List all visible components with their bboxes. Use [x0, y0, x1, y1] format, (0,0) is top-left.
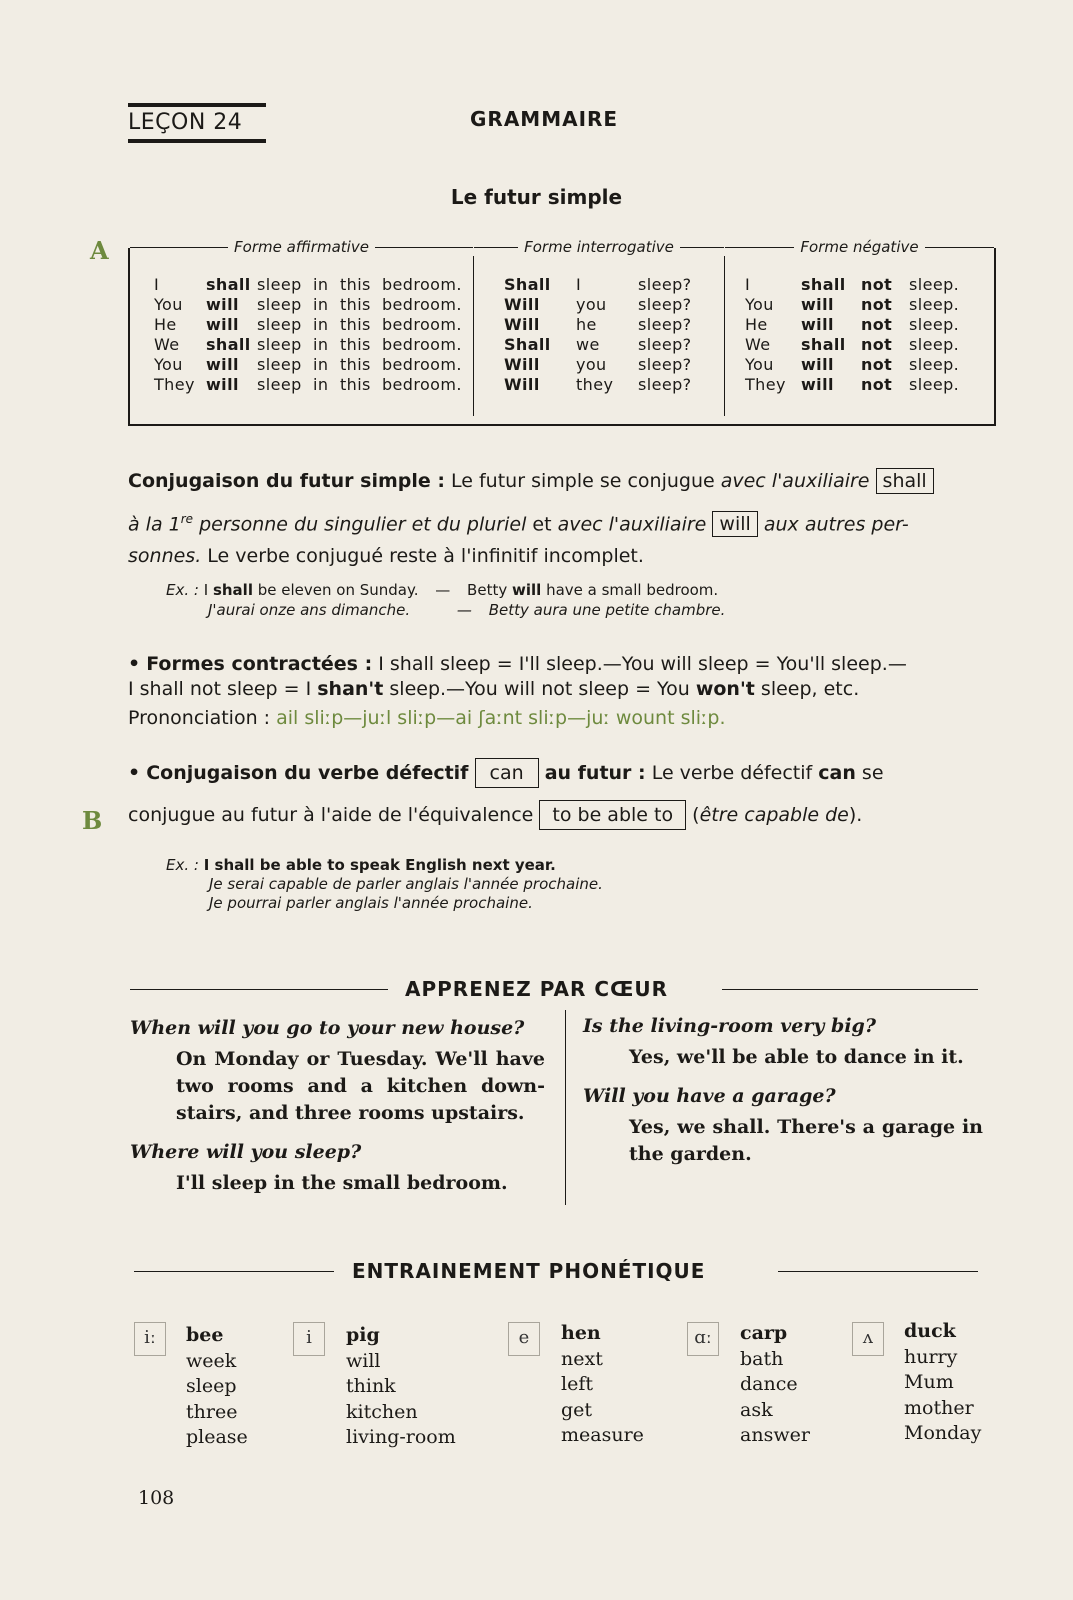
table-cell: They	[745, 375, 786, 394]
phonetic-word-list	[346, 1323, 456, 1451]
table-cell: in	[313, 355, 329, 374]
table-cell: will	[206, 315, 239, 334]
dialogue-answer: Yes, we'll be able to dance in it.	[629, 1046, 964, 1068]
apprenez-header	[130, 977, 978, 1003]
phonetic-word-list	[904, 1319, 981, 1447]
table-cell: we	[576, 335, 600, 354]
text: Betty aura une petite chambre.	[488, 601, 726, 619]
text: conjugue au futur à l'aide de l'équivalence	[128, 804, 534, 826]
text: sleep.—You will not sleep = You	[389, 678, 690, 700]
table-cell: sleep.	[909, 275, 960, 294]
text: aux autres per-	[763, 513, 909, 536]
table-cell: sleep	[257, 355, 302, 374]
table-cell: bedroom.	[382, 335, 462, 354]
table-cell: He	[154, 315, 177, 334]
table-cell: sleep?	[638, 375, 692, 394]
word: week	[186, 1349, 237, 1372]
affirmative-heading: Forme affirmative	[228, 238, 375, 256]
table-cell: shall	[206, 275, 251, 294]
contractees-paragraph	[128, 652, 978, 731]
contractees-label: Formes contractées :	[146, 653, 373, 675]
table-cell: You	[745, 295, 774, 314]
table-cell: in	[313, 375, 329, 394]
word: bath	[740, 1347, 784, 1370]
apprenez-title: APPRENEZ PAR CŒUR	[405, 977, 669, 1001]
text: être capable de	[699, 804, 849, 826]
table-cell: bedroom.	[382, 375, 462, 394]
affirmative-row	[130, 375, 473, 395]
word: answer	[740, 1424, 810, 1446]
table-cell: not	[861, 275, 893, 294]
text: Ex. :	[166, 581, 199, 599]
text: I shall sleep = I'll sleep.—You will sleep = You'll sleep.—	[378, 653, 907, 675]
text: Le verbe conjugué reste à l'infinitif incomplet.	[207, 545, 644, 568]
text: —	[456, 601, 472, 619]
table-cell: in	[313, 295, 329, 314]
text: I shall not sleep = I	[128, 678, 312, 700]
defectif-example	[166, 855, 966, 913]
table-cell: bedroom.	[382, 275, 462, 294]
apprenez-right	[583, 1013, 983, 1168]
table-cell: in	[313, 335, 329, 354]
word: sleep	[186, 1375, 237, 1397]
text: Je serai capable de parler anglais l'année prochaine.	[209, 875, 603, 893]
dialogue-answer: I'll sleep in the small bedroom.	[176, 1172, 508, 1194]
negative-row	[725, 375, 994, 395]
interrogative-column	[474, 238, 724, 424]
table-cell: sleep	[257, 295, 302, 314]
table-cell: I	[154, 275, 160, 294]
apprenez-left	[130, 1015, 545, 1197]
table-cell: will	[206, 375, 239, 394]
pronunciation-text: ail sliːp—juːl sliːp—ai ʃaːnt sliːp—juː wount sliːp.	[276, 707, 726, 729]
bullet: •	[128, 653, 141, 675]
text: —	[435, 581, 451, 599]
word: hen	[561, 1322, 601, 1344]
to-be-able-to-box: to be able to	[539, 800, 686, 830]
phonetique-title: ENTRAINEMENT PHONÉTIQUE	[352, 1259, 706, 1283]
word: duck	[904, 1320, 956, 1342]
text: Ex. :	[166, 856, 199, 874]
table-cell: Will	[504, 315, 540, 334]
phonetic-symbol-box: e	[508, 1322, 540, 1356]
conjugaison-label: Conjugaison du futur simple :	[128, 470, 445, 492]
phonetic-word-list	[561, 1321, 644, 1449]
table-cell: in	[313, 275, 329, 294]
word: Monday	[904, 1422, 982, 1444]
table-cell: sleep?	[638, 275, 692, 294]
negative-column	[725, 238, 994, 424]
table-cell: Will	[504, 295, 540, 314]
table-cell: sleep?	[638, 335, 692, 354]
interrogative-heading: Forme interrogative	[518, 238, 680, 256]
table-cell: sleep	[257, 335, 302, 354]
negative-heading: Forme négative	[794, 238, 924, 256]
table-cell: sleep.	[909, 295, 960, 314]
table-cell: not	[861, 375, 893, 394]
word: dance	[740, 1373, 798, 1395]
table-cell: you	[576, 355, 607, 374]
section-marker-a: A	[90, 236, 109, 265]
text: se	[861, 762, 884, 784]
text: ).	[848, 804, 863, 826]
interrogative-row	[474, 275, 724, 295]
table-cell: will	[801, 295, 834, 314]
table-cell: sleep.	[909, 315, 960, 334]
table-cell: you	[576, 295, 607, 314]
text: sonnes.	[128, 545, 202, 568]
table-cell: not	[861, 335, 893, 354]
lesson-number: LEÇON 24	[128, 103, 266, 143]
table-cell: not	[861, 295, 893, 314]
table-cell: will	[801, 375, 834, 394]
table-cell: will	[206, 355, 239, 374]
table-cell: sleep	[257, 375, 302, 394]
interrogative-row	[474, 315, 724, 335]
table-cell: We	[745, 335, 771, 354]
word: mother	[904, 1396, 974, 1419]
dialogue-question: When will you go to your new house?	[130, 1017, 525, 1039]
text: et	[532, 513, 552, 536]
table-cell: bedroom.	[382, 315, 462, 334]
text: shan't	[317, 678, 384, 700]
table-cell: not	[861, 355, 893, 374]
negative-row	[725, 315, 994, 335]
text: au futur :	[544, 762, 646, 784]
text: avec l'auxiliaire	[557, 513, 707, 536]
text: Betty	[467, 581, 508, 599]
table-cell: bedroom.	[382, 355, 462, 374]
apprenez-divider	[565, 1010, 566, 1205]
text: à la	[128, 513, 163, 536]
dialogue-question: Will you have a garage?	[583, 1085, 836, 1107]
interrogative-row	[474, 375, 724, 395]
text: Le futur simple se conjugue	[451, 470, 715, 492]
negative-row	[725, 275, 994, 295]
word: bee	[186, 1324, 224, 1346]
word: living-room	[346, 1426, 456, 1448]
table-cell: sleep?	[638, 315, 692, 334]
interrogative-row	[474, 295, 724, 315]
table-cell: We	[154, 335, 180, 354]
table-cell: sleep?	[638, 355, 692, 374]
table-cell: You	[745, 355, 774, 374]
text: sleep, etc.	[760, 678, 860, 700]
table-cell: this	[340, 295, 371, 314]
table-cell: they	[576, 375, 614, 394]
section-title: GRAMMAIRE	[470, 107, 619, 131]
text: I	[203, 581, 209, 599]
table-cell: he	[576, 315, 597, 334]
text: re	[180, 512, 194, 526]
conjugaison-example	[166, 580, 966, 620]
table-cell: They	[154, 375, 195, 394]
affirmative-column	[130, 238, 473, 424]
table-cell: Shall	[504, 275, 551, 294]
page-title: Le futur simple	[450, 185, 623, 209]
affirmative-row	[130, 335, 473, 355]
text: Le verbe défectif	[651, 762, 813, 784]
dialogue-answer: Yes, we shall. There's a garage in the garden.	[629, 1116, 983, 1165]
word: three	[186, 1400, 238, 1423]
text: I shall be able to speak English next year.	[203, 856, 556, 874]
interrogative-row	[474, 355, 724, 375]
defectif-paragraph	[128, 752, 978, 836]
table-cell: sleep	[257, 315, 302, 334]
table-cell: this	[340, 315, 371, 334]
table-cell: I	[745, 275, 751, 294]
text: can	[818, 762, 856, 784]
table-cell: shall	[206, 335, 251, 354]
phonetic-symbol-box: iː	[134, 1322, 166, 1356]
pronunciation-label: Prononciation :	[128, 707, 271, 729]
affirmative-row	[130, 355, 473, 375]
text: (	[692, 804, 700, 826]
will-box: will	[712, 511, 757, 537]
bullet: •	[128, 762, 141, 784]
table-cell: He	[745, 315, 768, 334]
table-cell: will	[801, 355, 834, 374]
table-cell: this	[340, 375, 371, 394]
conjugation-table	[128, 238, 996, 426]
word: next	[561, 1347, 603, 1370]
word: left	[561, 1373, 593, 1395]
word: kitchen	[346, 1400, 418, 1423]
table-cell: will	[206, 295, 239, 314]
word: will	[346, 1349, 381, 1372]
dialogue-question: Is the living-room very big?	[583, 1015, 876, 1037]
text: personne du singulier et du pluriel	[199, 513, 527, 536]
section-marker-b: B	[82, 806, 103, 835]
phonetic-word-list	[740, 1321, 810, 1449]
affirmative-row	[130, 315, 473, 335]
dialogue-answer: On Monday or Tuesday. We'll have two rooms and a kitchen down-stairs, and three rooms upstairs.	[176, 1048, 545, 1124]
table-cell: sleep.	[909, 355, 960, 374]
text: be eleven on Sunday.	[257, 581, 419, 599]
word: measure	[561, 1424, 644, 1446]
text: won't	[695, 678, 755, 700]
phonetic-symbol-box: i	[293, 1322, 325, 1356]
shall-box: shall	[876, 468, 934, 494]
conjugaison-paragraph	[128, 462, 978, 569]
word: hurry	[904, 1345, 958, 1368]
table-cell: not	[861, 315, 893, 334]
table-cell: in	[313, 315, 329, 334]
text: have a small bedroom.	[546, 581, 719, 599]
table-cell: bedroom.	[382, 295, 462, 314]
negative-row	[725, 355, 994, 375]
text: 1	[168, 513, 181, 536]
table-cell: this	[340, 335, 371, 354]
table-cell: Shall	[504, 335, 551, 354]
word: get	[561, 1398, 593, 1421]
negative-row	[725, 335, 994, 355]
phonetic-word-list	[186, 1323, 248, 1451]
text: Je pourrai parler anglais l'année prochaine.	[209, 894, 533, 912]
word: think	[346, 1375, 396, 1397]
table-cell: sleep	[257, 275, 302, 294]
table-cell: sleep.	[909, 335, 960, 354]
table-cell: this	[340, 275, 371, 294]
text: J'aurai onze ans dimanche.	[208, 601, 411, 619]
text: avec l'auxiliaire	[720, 470, 870, 492]
affirmative-row	[130, 295, 473, 315]
table-cell: shall	[801, 335, 846, 354]
text: will	[512, 581, 542, 599]
can-box: can	[475, 758, 539, 788]
text: shall	[212, 581, 253, 599]
page-number: 108	[138, 1487, 175, 1509]
table-cell: sleep.	[909, 375, 960, 394]
dialogue-question: Where will you sleep?	[130, 1141, 362, 1163]
table-cell: sleep?	[638, 295, 692, 314]
word: Mum	[904, 1371, 954, 1393]
phonetic-symbol-box: ɑː	[687, 1322, 719, 1356]
table-cell: Will	[504, 375, 540, 394]
table-cell: You	[154, 295, 183, 314]
negative-row	[725, 295, 994, 315]
phonetic-symbol-box: ʌ	[852, 1322, 884, 1356]
word: pig	[346, 1324, 380, 1346]
phonetique-header	[130, 1259, 978, 1285]
interrogative-row	[474, 335, 724, 355]
word: please	[186, 1426, 248, 1448]
affirmative-row	[130, 275, 473, 295]
word: ask	[740, 1398, 773, 1421]
table-cell: I	[576, 275, 582, 294]
table-cell: this	[340, 355, 371, 374]
table-cell: will	[801, 315, 834, 334]
word: carp	[740, 1322, 788, 1344]
table-cell: shall	[801, 275, 846, 294]
table-cell: You	[154, 355, 183, 374]
table-cell: Will	[504, 355, 540, 374]
defectif-label: Conjugaison du verbe défectif	[146, 762, 469, 784]
